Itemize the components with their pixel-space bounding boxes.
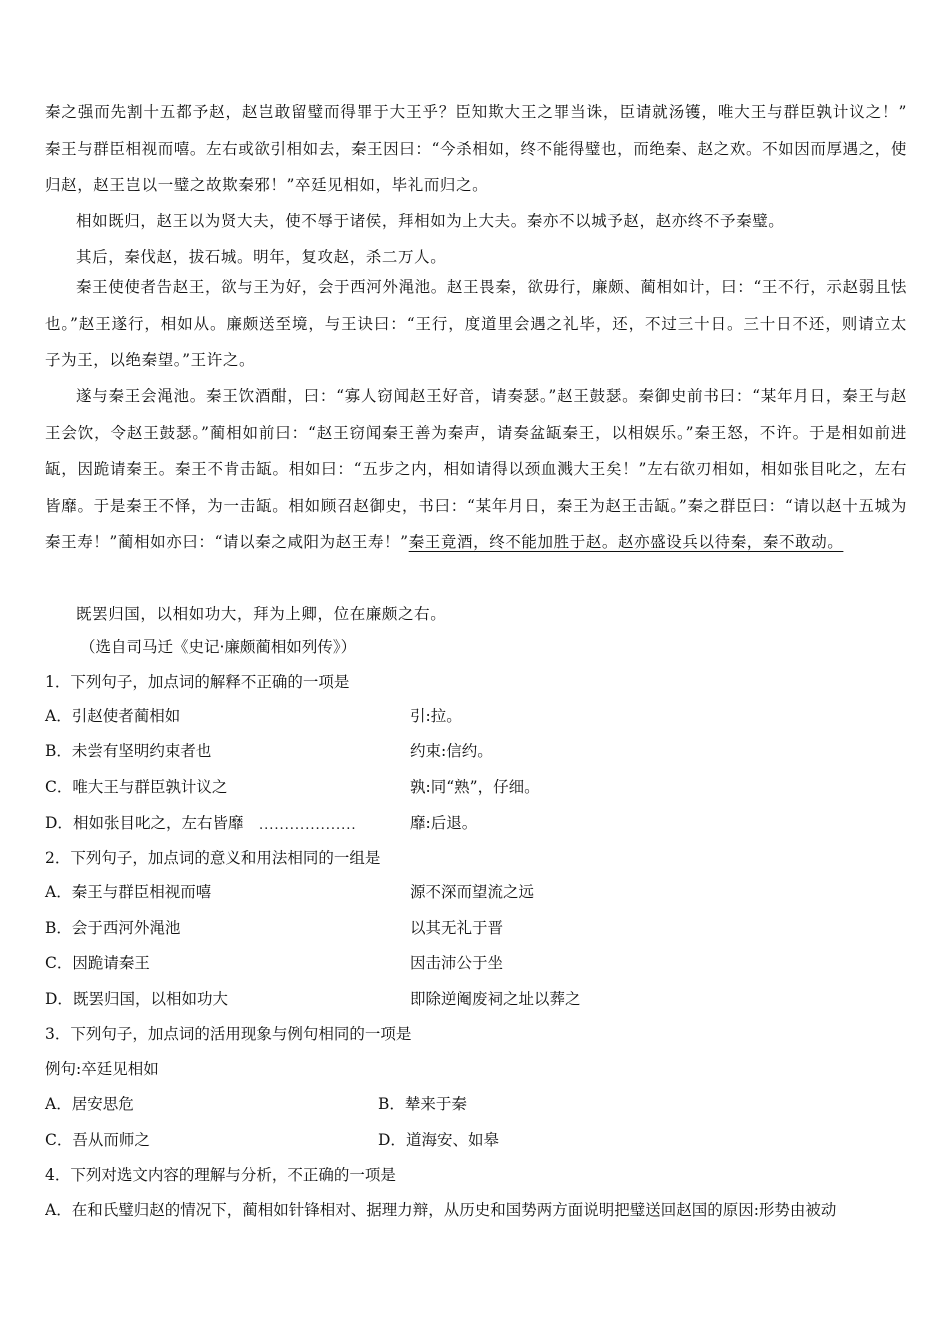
- q2-option-d-right: 即除逆阉废祠之址以葬之: [410, 990, 581, 1008]
- q1-option-a: A．引赵使者蔺相如: [45, 707, 181, 725]
- passage-paragraph-3: 其后，秦伐赵，拔石城。明年，复攻赵，杀二万人。: [76, 248, 447, 266]
- q1-option-c: C．唯大王与群臣孰计议之: [45, 778, 228, 796]
- q3-stem: 3．下列句子，加点词的活用现象与例句相同的一项是: [45, 1025, 412, 1043]
- q2-option-a-right: 源不深而望流之远: [410, 883, 535, 901]
- q2-option-d: D．既罢归国，以相如功大: [45, 990, 228, 1008]
- q1-option-b: B．未尝有坚明约束者也: [45, 742, 212, 760]
- q1-option-d: D．相如张目叱之，左右皆靡: [45, 814, 244, 832]
- q2-option-c: C．因跪请秦王: [45, 954, 150, 972]
- paragraph-5-text: 遂与秦王会渑池。秦王饮酒酣，曰：“寡人窃闻赵王好音，请奏瑟。”赵王鼓瑟。秦御史前书曰：“某年月日，秦王与赵王会饮，令赵王鼓瑟。”蔺相如前曰：“赵王窃闻秦王善为秦声，请奏盆缻秦王，以相娱乐。”秦王怒，不许。于是相如前进缻，因跪请秦王。秦王不肯击缻。相如曰：“五步之内，相如请得以颈血溅大王矣！”左右欲刃相如，相如张目叱之，左右皆靡。于是秦王不怿，为一击缻。相如顾召赵御史，书曰：“某年月日，秦王为赵王击缻。”秦之群臣曰：“请以赵十五城为秦王寿！”蔺相如亦曰：“请以秦之咸阳为赵王寿！”: [45, 387, 907, 551]
- q1-stem: 1．下列句子，加点词的解释不正确的一项是: [45, 673, 350, 691]
- q3-option-a: A．居安思危: [45, 1095, 134, 1113]
- q1-option-c-gloss: 孰:同“熟”，仔细。: [410, 778, 540, 796]
- passage-paragraph-2: 相如既归，赵王以为贤大夫，使不辱于诸侯，拜相如为上大夫。秦亦不以城予赵，赵亦终不予秦璧。: [76, 212, 785, 230]
- passage-paragraph-1: 秦之强而先割十五都予赵，赵岂敢留璧而得罪于大王乎？臣知欺大王之罪当诛，臣请就汤镬，唯大王与群臣孰计议之！” 秦王与群臣相视而嘻。左右或欲引相如去，秦王因曰：“今杀相如，终不能得璧也，而绝秦、赵之欢。不如因而厚遇之，使归赵，赵王岂以一璧之故欺秦邪！”卒廷见相如，毕礼而归之。: [45, 103, 907, 194]
- q4-option-a: A．在和氏璧归赵的情况下，蔺相如针锋相对、据理力辩，从历史和国势两方面说明把璧送回赵国的原因:形势由被动: [45, 1201, 837, 1219]
- passage-paragraph-4: 秦王使使者告赵王，欲与王为好，会于西河外渑池。赵王畏秦，欲毋行，廉颇、蔺相如计，曰：“王不行，示赵弱且怯也。”赵王遂行，相如从。廉颇送至境，与王诀曰：“王行，度道里会遇之礼毕，还，不过三十日。三十日不还，则请立太子为王，以绝秦望。”王许之。: [45, 278, 907, 369]
- q3-option-c: C．吾从而师之: [45, 1131, 150, 1149]
- passage-paragraph-5: [45, 378, 907, 561]
- q4-stem: 4．下列对选文内容的理解与分析，不正确的一项是: [45, 1166, 396, 1184]
- q1-option-d-gloss: 靡:后退。: [410, 814, 478, 832]
- q2-stem: 2．下列句子，加点词的意义和用法相同的一组是: [45, 849, 381, 867]
- q2-option-c-right: 因击沛公于坐: [410, 954, 504, 972]
- q2-option-a: A．秦王与群臣相视而嘻: [45, 883, 212, 901]
- passage-source: （选自司马迁《史记·廉颇蔺相如列传》）: [80, 638, 357, 656]
- q3-example: 例句:卒廷见相如: [45, 1060, 159, 1078]
- underlined-sentence: 秦王竟酒，终不能加胜于赵。赵亦盛设兵以待秦，秦不敢动。: [408, 533, 844, 551]
- q2-option-b-right: 以其无礼于晋: [410, 919, 504, 937]
- q2-option-b: B．会于西河外渑池: [45, 919, 181, 937]
- q3-option-b: B．辇来于秦: [378, 1095, 467, 1113]
- q3-option-d: D．道海安、如皋: [378, 1131, 499, 1149]
- dot-leader: ...................: [259, 818, 357, 833]
- passage-paragraph-6: 既罢归国，以相如功大，拜为上卿，位在廉颇之右。: [76, 605, 447, 623]
- q1-option-b-gloss: 约束:信约。: [410, 742, 493, 760]
- q1-option-a-gloss: 引:拉。: [410, 707, 462, 725]
